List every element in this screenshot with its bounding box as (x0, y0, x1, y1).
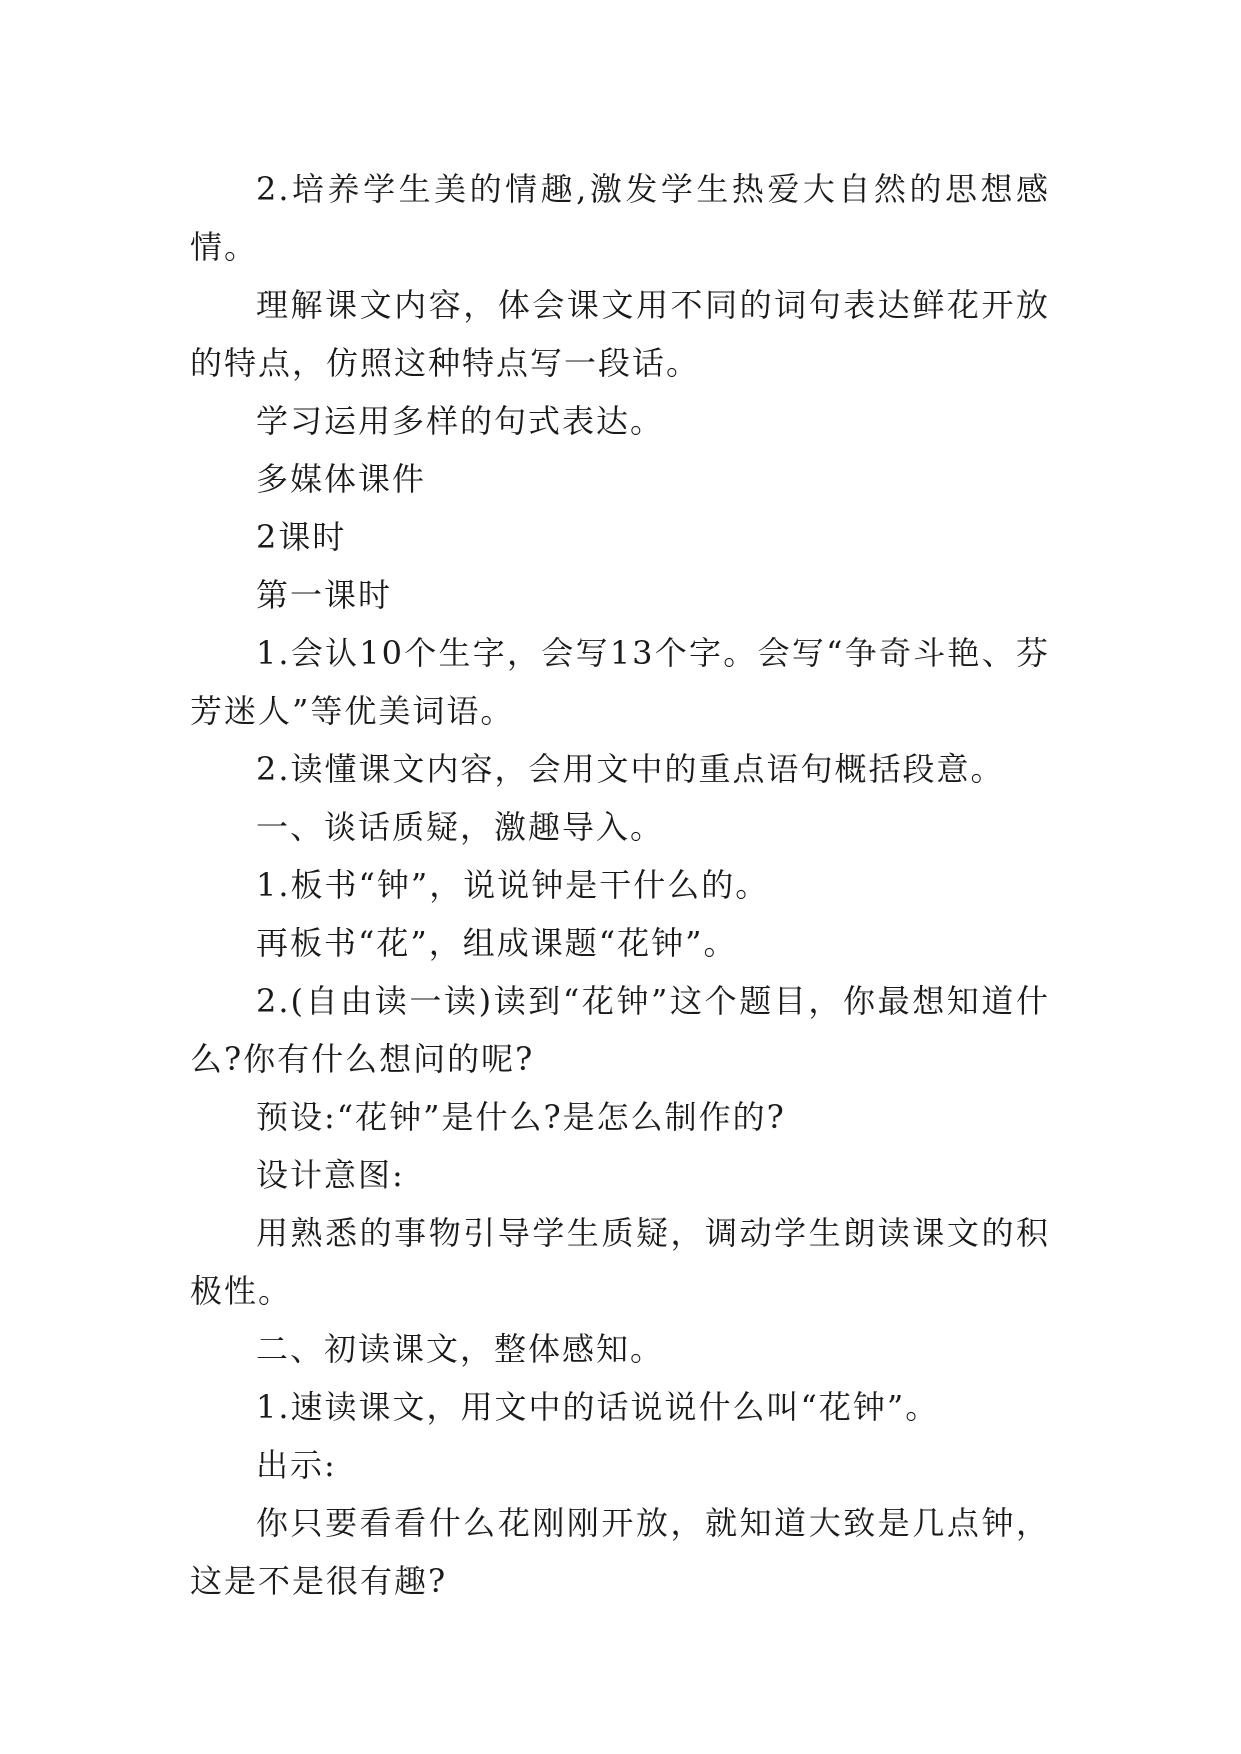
paragraph: 再板书“花”，组成课题“花钟”。 (256, 924, 738, 962)
paragraph: 2.培养学生美的情趣,激发学生热爱大自然的思想感情。 (190, 170, 1050, 266)
paragraph: 第一课时 (256, 576, 393, 614)
paragraph: 1.板书“钟”，说说钟是干什么的。 (256, 866, 770, 904)
paragraph: 一、谈话质疑，激趣导入。 (256, 808, 665, 846)
paragraph: 多媒体课件 (256, 460, 427, 498)
paragraph: 2.读懂课文内容，会用文中的重点语句概括段意。 (256, 750, 1005, 788)
paragraph: 2.(自由读一读)读到“花钟”这个题目，你最想知道什么?你有什么想问的呢? (190, 982, 1050, 1078)
paragraph: 二、初读课文，整体感知。 (256, 1330, 665, 1368)
paragraph: 用熟悉的事物引导学生质疑，调动学生朗读课文的积极性。 (190, 1214, 1050, 1310)
paragraph: 预设:“花钟”是什么?是怎么制作的? (256, 1098, 786, 1136)
document-body (190, 160, 1050, 1610)
paragraph: 出示: (256, 1446, 337, 1484)
paragraph: 1.速读课文，用文中的话说说什么叫“花钟”。 (256, 1388, 940, 1426)
paragraph: 2课时 (256, 518, 347, 556)
paragraph: 理解课文内容，体会课文用不同的词句表达鲜花开放的特点，仿照这种特点写一段话。 (190, 286, 1050, 382)
paragraph: 学习运用多样的句式表达。 (256, 402, 665, 440)
paragraph: 设计意图: (256, 1156, 405, 1194)
paragraph: 1.会认10个生字，会写13个字。会写“争奇斗艳、芬芳迷人”等优美词语。 (190, 634, 1050, 730)
paragraph: 你只要看看什么花刚刚开放，就知道大致是几点钟，这是不是很有趣? (190, 1504, 1050, 1600)
